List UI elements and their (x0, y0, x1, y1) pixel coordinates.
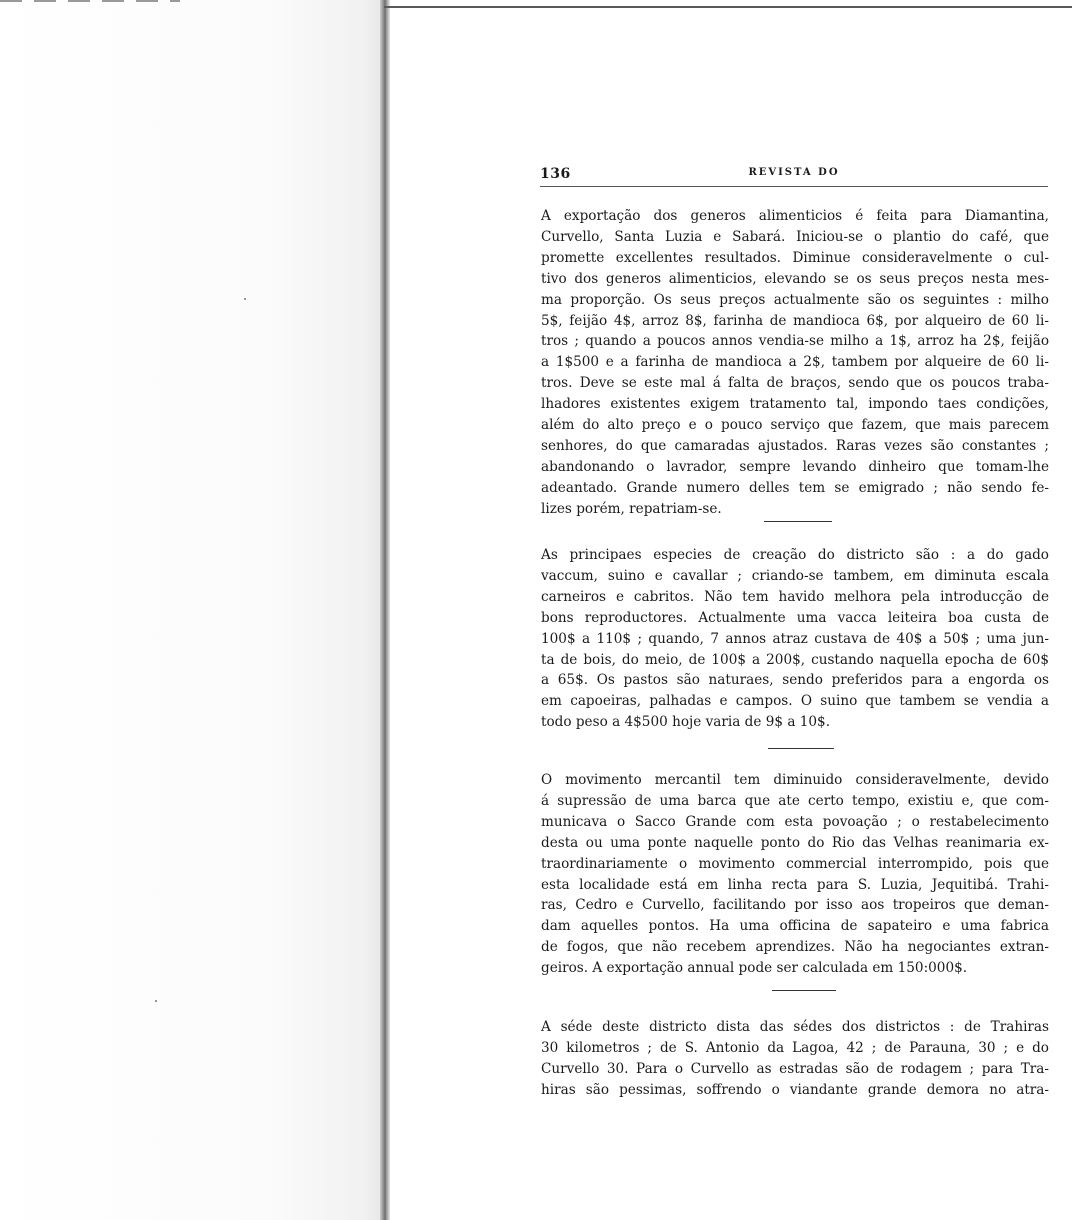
text-line: 5$, feijão 4$, arroz 8$, farinha de mandioca 6$, por alqueiro de 60 li- (541, 312, 1049, 329)
paper-speck (155, 1000, 157, 1002)
book-spine (380, 0, 390, 1220)
text-line: a 1$500 e a farinha de mandioca a 2$, tambem por alqueire de 60 li- (541, 354, 1049, 371)
text-line: hiras são pessimas, soffrendo o viandante grande demora no atra- (541, 1081, 1049, 1098)
running-head: REVISTA DO (748, 167, 840, 178)
left-page-margin (0, 0, 384, 1220)
text-line: lhadores existentes exigem tratamento tal, impondo taes condições, (541, 396, 1049, 413)
section-divider (772, 990, 836, 991)
text-line: A séde deste districto dista das sédes dos districtos : de Trahiras (541, 1019, 1049, 1035)
text-line: esta localidade está em linha recta para S. Luzia, Jequitibá. Trahi- (541, 876, 1049, 893)
text-line: todo peso a 4$500 hoje varia de 9$ a 10$. (541, 714, 831, 731)
text-line: tivo dos generos alimenticios, elevando se os seus preços nesta mes- (541, 270, 1049, 287)
text-line: Curvello, Santa Luzia e Sabará. Iniciou-se o plantio do café, que (541, 228, 1049, 245)
text-line: em capoeiras, palhadas e campos. O suino que tambem se vendia a (541, 693, 1049, 710)
text-line: ta de bois, do meio, de 100$ a 200$, custando naquella epocha de 60$ (541, 651, 1049, 668)
paper-speck (244, 298, 246, 300)
page-header (540, 166, 1048, 186)
left-page-top-edge (0, 0, 180, 2)
text-line: traordinariamente o movimento commercial interrompido, pois que (541, 855, 1049, 872)
text-line: ras, Cedro e Curvello, facilitando por isso aos tropeiros que deman- (541, 897, 1049, 914)
paragraph-distancias (541, 1017, 1049, 1101)
paragraph-creacao (541, 545, 1049, 733)
text-line: desta ou uma ponte naquelle ponto do Rio das Velhas reanimaria ex- (541, 834, 1049, 851)
text-line: A exportação dos generos alimenticios é feita para Diamantina, (541, 208, 1049, 224)
text-line: 30 kilometros ; de S. Antonio da Lagoa, 42 ; de Parauna, 30 ; e do (541, 1039, 1049, 1056)
text-line: a 65$. Os pastos são naturaes, sendo preferidos para a engorda os (541, 672, 1049, 689)
section-divider (768, 748, 834, 749)
page-number: 136 (540, 166, 571, 182)
text-line: Curvello 30. Para o Curvello as estradas são de rodagem ; para Tra- (541, 1060, 1049, 1077)
text-line: municava o Sacco Grande com esta povoação ; o restabelecimento (541, 813, 1049, 830)
paragraph-exportacao (541, 206, 1049, 520)
text-line: á supressão de uma barca que ate certo tempo, existiu e, que com- (541, 792, 1049, 809)
text-line: de fogos, que não recebem aprendizes. Não ha negociantes extran- (541, 939, 1049, 956)
text-line: lizes porém, repatriam-se. (541, 500, 722, 517)
text-line: adeantado. Grande numero delles tem se emigrado ; não sendo fe- (541, 479, 1049, 496)
text-line: carneiros e cabritos. Não tem havido melhora pela introducção de (541, 588, 1049, 605)
text-line: geiros. A exportação annual pode ser calculada em 150:000$. (541, 960, 968, 977)
text-line: vaccum, suino e cavallar ; criando-se tambem, em diminuta escala (541, 567, 1049, 584)
text-line: promette excellentes resultados. Diminue consideravelmente o cul- (541, 249, 1049, 266)
header-rule (540, 186, 1048, 187)
text-line: senhores, do que camaradas ajustados. Raras vezes são constantes ; (541, 437, 1049, 454)
text-line: tros ; quando a poucos annos vendia-se milho a 1$, arroz ha 2$, feijão (541, 333, 1049, 350)
text-line: tros. Deve se este mal á falta de braços, sendo que os poucos traba- (541, 375, 1049, 392)
text-line: As principaes especies de creação do districto são : a do gado (541, 547, 1049, 563)
text-line: ma proporção. Os seus preços actualmente são os seguintes : milho (541, 291, 1049, 308)
text-line: além do alto preço e o pouco serviço que fazem, que mais parecem (541, 417, 1049, 434)
text-line: 100$ a 110$ ; quando, 7 annos atraz custava de 40$ a 50$ ; uma jun- (541, 630, 1049, 647)
paragraph-movimento-mercantil (541, 770, 1049, 979)
text-line: O movimento mercantil tem diminuido consideravelmente, devido (541, 772, 1049, 788)
page-top-edge (384, 6, 1072, 8)
text-line: bons reproductores. Actualmente uma vacca leiteira boa custa de (541, 609, 1049, 626)
section-divider (764, 521, 832, 522)
text-line: abandonando o lavrador, sempre levando dinheiro que tomam-lhe (541, 458, 1049, 475)
text-line: dam aquelles pontos. Ha uma officina de sapateiro e uma fabrica (541, 918, 1049, 935)
